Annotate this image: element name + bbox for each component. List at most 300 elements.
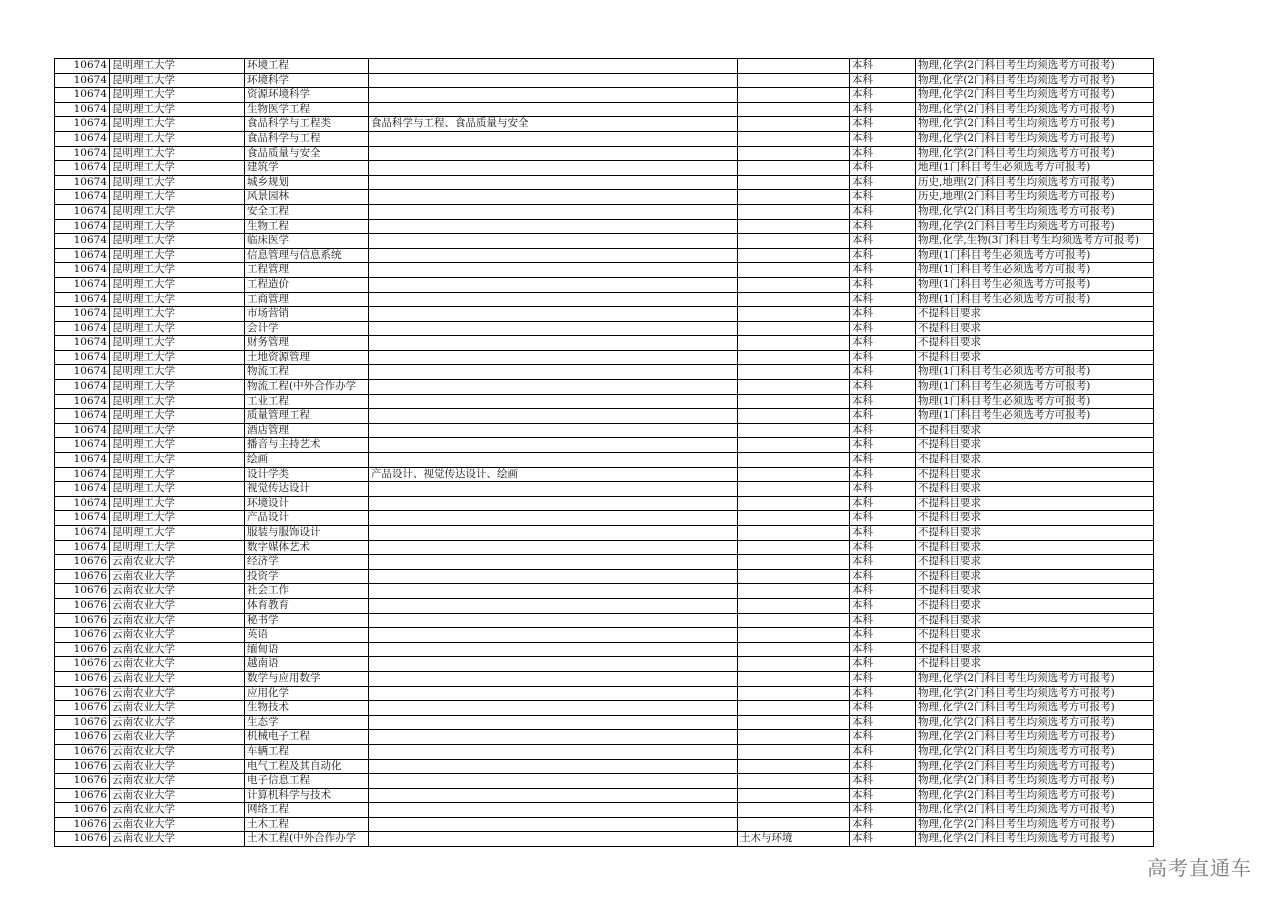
- school-name-cell: 昆明理工大学: [110, 131, 245, 146]
- table-row: [55, 234, 1154, 249]
- table-row: [55, 715, 1154, 730]
- included-majors-cell: [369, 380, 738, 395]
- subject-requirement-cell: 不提科目要求: [916, 467, 1154, 482]
- school-code-cell: 10676: [55, 642, 110, 657]
- school-name-cell: 昆明理工大学: [110, 263, 245, 278]
- table-row: [55, 628, 1154, 643]
- school-name-cell: 昆明理工大学: [110, 467, 245, 482]
- subject-requirement-cell: 不提科目要求: [916, 642, 1154, 657]
- school-name-cell: 昆明理工大学: [110, 321, 245, 336]
- school-name-cell: 昆明理工大学: [110, 409, 245, 424]
- included-majors-cell: [369, 292, 738, 307]
- level-cell: 本科: [850, 219, 916, 234]
- included-majors-cell: [369, 175, 738, 190]
- table-row: [55, 467, 1154, 482]
- level-cell: 本科: [850, 774, 916, 789]
- major-name-cell: 生物技术: [245, 701, 369, 716]
- school-name-cell: 云南农业大学: [110, 671, 245, 686]
- included-majors-cell: [369, 569, 738, 584]
- major-group-cell: [738, 277, 850, 292]
- major-group-cell: [738, 394, 850, 409]
- included-majors-cell: [369, 774, 738, 789]
- major-name-cell: 风景园林: [245, 190, 369, 205]
- included-majors-cell: [369, 584, 738, 599]
- major-name-cell: 环境科学: [245, 73, 369, 88]
- table-row: [55, 569, 1154, 584]
- major-group-cell: [738, 321, 850, 336]
- school-code-cell: 10676: [55, 671, 110, 686]
- table-row: [55, 190, 1154, 205]
- table-row: [55, 380, 1154, 395]
- major-name-cell: 网络工程: [245, 803, 369, 818]
- table-row: [55, 803, 1154, 818]
- subject-requirement-cell: 物理,化学(2门科目考生均须选考方可报考): [916, 774, 1154, 789]
- school-code-cell: 10674: [55, 526, 110, 541]
- school-name-cell: 昆明理工大学: [110, 511, 245, 526]
- subject-requirement-cell: 历史,地理(2门科目考生均须选考方可报考): [916, 190, 1154, 205]
- major-name-cell: 生物医学工程: [245, 102, 369, 117]
- subject-requirement-cell: 物理,化学(2门科目考生均须选考方可报考): [916, 219, 1154, 234]
- level-cell: 本科: [850, 277, 916, 292]
- subject-requirement-cell: 物理(1门科目考生必须选考方可报考): [916, 380, 1154, 395]
- level-cell: 本科: [850, 190, 916, 205]
- included-majors-cell: [369, 526, 738, 541]
- school-code-cell: 10674: [55, 175, 110, 190]
- subject-requirement-cell: 不提科目要求: [916, 453, 1154, 468]
- level-cell: 本科: [850, 482, 916, 497]
- included-majors-cell: [369, 453, 738, 468]
- included-majors-cell: [369, 540, 738, 555]
- level-cell: 本科: [850, 555, 916, 570]
- level-cell: 本科: [850, 73, 916, 88]
- subject-requirement-cell: 物理,化学(2门科目考生均须选考方可报考): [916, 715, 1154, 730]
- major-group-cell: [738, 686, 850, 701]
- included-majors-cell: [369, 423, 738, 438]
- table-row: [55, 292, 1154, 307]
- level-cell: 本科: [850, 263, 916, 278]
- subject-requirement-cell: 不提科目要求: [916, 657, 1154, 672]
- table-row: [55, 496, 1154, 511]
- level-cell: 本科: [850, 642, 916, 657]
- level-cell: 本科: [850, 234, 916, 249]
- table-row: [55, 759, 1154, 774]
- level-cell: 本科: [850, 730, 916, 745]
- subject-requirement-cell: 物理,化学(2门科目考生均须选考方可报考): [916, 204, 1154, 219]
- subject-requirement-cell: 物理,化学(2门科目考生均须选考方可报考): [916, 59, 1154, 74]
- major-name-cell: 车辆工程: [245, 744, 369, 759]
- school-code-cell: 10674: [55, 190, 110, 205]
- subject-requirement-cell: 物理,化学(2门科目考生均须选考方可报考): [916, 102, 1154, 117]
- table-row: [55, 555, 1154, 570]
- major-name-cell: 秘书学: [245, 613, 369, 628]
- level-cell: 本科: [850, 350, 916, 365]
- school-name-cell: 云南农业大学: [110, 628, 245, 643]
- major-name-cell: 英语: [245, 628, 369, 643]
- table-row: [55, 686, 1154, 701]
- school-name-cell: 云南农业大学: [110, 613, 245, 628]
- school-code-cell: 10674: [55, 380, 110, 395]
- major-group-cell: [738, 263, 850, 278]
- table-row: [55, 88, 1154, 103]
- major-name-cell: 食品质量与安全: [245, 146, 369, 161]
- school-code-cell: 10674: [55, 423, 110, 438]
- table-row: [55, 598, 1154, 613]
- school-code-cell: 10674: [55, 219, 110, 234]
- major-name-cell: 物流工程: [245, 365, 369, 380]
- major-group-cell: [738, 701, 850, 716]
- school-name-cell: 昆明理工大学: [110, 102, 245, 117]
- included-majors-cell: [369, 365, 738, 380]
- school-name-cell: 云南农业大学: [110, 555, 245, 570]
- major-group-cell: [738, 774, 850, 789]
- major-group-cell: [738, 117, 850, 132]
- subject-requirement-cell: 物理(1门科目考生必须选考方可报考): [916, 409, 1154, 424]
- school-code-cell: 10674: [55, 409, 110, 424]
- table-row: [55, 482, 1154, 497]
- major-group-cell: [738, 336, 850, 351]
- school-name-cell: 云南农业大学: [110, 803, 245, 818]
- table-row: [55, 788, 1154, 803]
- school-name-cell: 昆明理工大学: [110, 365, 245, 380]
- table-row: [55, 394, 1154, 409]
- major-name-cell: 酒店管理: [245, 423, 369, 438]
- level-cell: 本科: [850, 102, 916, 117]
- table-row: [55, 117, 1154, 132]
- school-code-cell: 10674: [55, 248, 110, 263]
- school-code-cell: 10674: [55, 263, 110, 278]
- school-code-cell: 10674: [55, 496, 110, 511]
- school-code-cell: 10674: [55, 277, 110, 292]
- school-code-cell: 10676: [55, 759, 110, 774]
- major-group-cell: 土木与环境: [738, 832, 850, 847]
- school-code-cell: 10674: [55, 467, 110, 482]
- school-name-cell: 昆明理工大学: [110, 307, 245, 322]
- included-majors-cell: [369, 321, 738, 336]
- school-code-cell: 10674: [55, 292, 110, 307]
- subject-requirement-cell: 不提科目要求: [916, 569, 1154, 584]
- included-majors-cell: [369, 657, 738, 672]
- table-row: [55, 438, 1154, 453]
- school-name-cell: 云南农业大学: [110, 715, 245, 730]
- level-cell: 本科: [850, 365, 916, 380]
- school-code-cell: 10676: [55, 628, 110, 643]
- included-majors-cell: [369, 131, 738, 146]
- major-group-cell: [738, 88, 850, 103]
- table-row: [55, 131, 1154, 146]
- subject-requirement-cell: 不提科目要求: [916, 496, 1154, 511]
- school-name-cell: 昆明理工大学: [110, 423, 245, 438]
- level-cell: 本科: [850, 438, 916, 453]
- level-cell: 本科: [850, 744, 916, 759]
- included-majors-cell: [369, 190, 738, 205]
- level-cell: 本科: [850, 423, 916, 438]
- major-name-cell: 工业工程: [245, 394, 369, 409]
- subject-requirement-cell: 物理,化学(2门科目考生均须选考方可报考): [916, 759, 1154, 774]
- major-group-cell: [738, 744, 850, 759]
- major-name-cell: 播音与主持艺术: [245, 438, 369, 453]
- school-name-cell: 云南农业大学: [110, 642, 245, 657]
- level-cell: 本科: [850, 759, 916, 774]
- school-code-cell: 10676: [55, 817, 110, 832]
- major-group-cell: [738, 175, 850, 190]
- table-row: [55, 817, 1154, 832]
- subject-requirement-cell: 不提科目要求: [916, 584, 1154, 599]
- table-row: [55, 161, 1154, 176]
- school-code-cell: 10674: [55, 146, 110, 161]
- table-row: [55, 321, 1154, 336]
- major-group-cell: [738, 788, 850, 803]
- major-name-cell: 食品科学与工程: [245, 131, 369, 146]
- major-group-cell: [738, 628, 850, 643]
- table-row: [55, 307, 1154, 322]
- major-name-cell: 资源环境科学: [245, 88, 369, 103]
- included-majors-cell: [369, 803, 738, 818]
- major-name-cell: 质量管理工程: [245, 409, 369, 424]
- table-row: [55, 175, 1154, 190]
- level-cell: 本科: [850, 526, 916, 541]
- subject-requirement-cell: 不提科目要求: [916, 438, 1154, 453]
- table-row: [55, 671, 1154, 686]
- school-name-cell: 昆明理工大学: [110, 59, 245, 74]
- included-majors-cell: [369, 671, 738, 686]
- table-row: [55, 832, 1154, 847]
- school-name-cell: 昆明理工大学: [110, 482, 245, 497]
- major-group-cell: [738, 803, 850, 818]
- included-majors-cell: [369, 409, 738, 424]
- major-group-cell: [738, 526, 850, 541]
- major-name-cell: 土木工程(中外合作办学: [245, 832, 369, 847]
- included-majors-cell: [369, 759, 738, 774]
- table-row: [55, 744, 1154, 759]
- school-code-cell: 10674: [55, 365, 110, 380]
- subject-requirement-cell: 不提科目要求: [916, 307, 1154, 322]
- table-row: [55, 219, 1154, 234]
- major-group-cell: [738, 59, 850, 74]
- table-row: [55, 73, 1154, 88]
- subject-requirement-cell: 物理(1门科目考生必须选考方可报考): [916, 248, 1154, 263]
- level-cell: 本科: [850, 409, 916, 424]
- subject-requirement-cell: 物理,化学(2门科目考生均须选考方可报考): [916, 88, 1154, 103]
- major-group-cell: [738, 438, 850, 453]
- major-group-cell: [738, 467, 850, 482]
- subject-requirement-cell: 物理,化学(2门科目考生均须选考方可报考): [916, 730, 1154, 745]
- school-code-cell: 10674: [55, 321, 110, 336]
- included-majors-cell: [369, 219, 738, 234]
- major-group-cell: [738, 146, 850, 161]
- school-name-cell: 云南农业大学: [110, 744, 245, 759]
- subject-requirement-cell: 物理,化学(2门科目考生均须选考方可报考): [916, 131, 1154, 146]
- school-name-cell: 昆明理工大学: [110, 394, 245, 409]
- school-code-cell: 10674: [55, 511, 110, 526]
- table-row: [55, 277, 1154, 292]
- level-cell: 本科: [850, 248, 916, 263]
- major-name-cell: 食品科学与工程类: [245, 117, 369, 132]
- level-cell: 本科: [850, 671, 916, 686]
- school-code-cell: 10676: [55, 555, 110, 570]
- school-name-cell: 云南农业大学: [110, 759, 245, 774]
- school-code-cell: 10676: [55, 569, 110, 584]
- included-majors-cell: [369, 248, 738, 263]
- included-majors-cell: [369, 817, 738, 832]
- subject-requirement-cell: 不提科目要求: [916, 555, 1154, 570]
- included-majors-cell: [369, 336, 738, 351]
- table-row: [55, 263, 1154, 278]
- included-majors-cell: [369, 511, 738, 526]
- subject-requirement-cell: 不提科目要求: [916, 423, 1154, 438]
- level-cell: 本科: [850, 453, 916, 468]
- major-group-cell: [738, 190, 850, 205]
- table-row: [55, 584, 1154, 599]
- major-group-cell: [738, 248, 850, 263]
- level-cell: 本科: [850, 175, 916, 190]
- level-cell: 本科: [850, 715, 916, 730]
- level-cell: 本科: [850, 307, 916, 322]
- level-cell: 本科: [850, 146, 916, 161]
- level-cell: 本科: [850, 832, 916, 847]
- major-name-cell: 产品设计: [245, 511, 369, 526]
- table-row: [55, 540, 1154, 555]
- included-majors-cell: [369, 59, 738, 74]
- admission-requirements-table: [54, 58, 1154, 847]
- major-group-cell: [738, 511, 850, 526]
- level-cell: 本科: [850, 788, 916, 803]
- school-code-cell: 10676: [55, 788, 110, 803]
- level-cell: 本科: [850, 540, 916, 555]
- major-group-cell: [738, 423, 850, 438]
- school-name-cell: 昆明理工大学: [110, 161, 245, 176]
- major-group-cell: [738, 365, 850, 380]
- level-cell: 本科: [850, 496, 916, 511]
- school-name-cell: 云南农业大学: [110, 788, 245, 803]
- school-code-cell: 10674: [55, 204, 110, 219]
- level-cell: 本科: [850, 628, 916, 643]
- included-majors-cell: [369, 496, 738, 511]
- table-row: [55, 657, 1154, 672]
- school-code-cell: 10676: [55, 730, 110, 745]
- major-name-cell: 生态学: [245, 715, 369, 730]
- table-body: [55, 59, 1154, 847]
- school-name-cell: 昆明理工大学: [110, 190, 245, 205]
- level-cell: 本科: [850, 131, 916, 146]
- school-code-cell: 10674: [55, 161, 110, 176]
- school-code-cell: 10676: [55, 701, 110, 716]
- included-majors-cell: [369, 88, 738, 103]
- school-name-cell: 昆明理工大学: [110, 336, 245, 351]
- subject-requirement-cell: 物理(1门科目考生必须选考方可报考): [916, 394, 1154, 409]
- level-cell: 本科: [850, 701, 916, 716]
- major-group-cell: [738, 409, 850, 424]
- table-row: [55, 409, 1154, 424]
- major-name-cell: 市场营销: [245, 307, 369, 322]
- level-cell: 本科: [850, 511, 916, 526]
- subject-requirement-cell: 不提科目要求: [916, 482, 1154, 497]
- school-name-cell: 昆明理工大学: [110, 117, 245, 132]
- school-name-cell: 云南农业大学: [110, 569, 245, 584]
- level-cell: 本科: [850, 613, 916, 628]
- subject-requirement-cell: 物理,化学,生物(3门科目考生均须选考方可报考): [916, 234, 1154, 249]
- level-cell: 本科: [850, 380, 916, 395]
- major-group-cell: [738, 453, 850, 468]
- school-name-cell: 云南农业大学: [110, 657, 245, 672]
- subject-requirement-cell: 物理,化学(2门科目考生均须选考方可报考): [916, 788, 1154, 803]
- school-name-cell: 昆明理工大学: [110, 453, 245, 468]
- major-name-cell: 数字媒体艺术: [245, 540, 369, 555]
- table-row: [55, 204, 1154, 219]
- school-name-cell: 昆明理工大学: [110, 526, 245, 541]
- major-name-cell: 会计学: [245, 321, 369, 336]
- subject-requirement-cell: 物理(1门科目考生必须选考方可报考): [916, 263, 1154, 278]
- included-majors-cell: [369, 102, 738, 117]
- major-name-cell: 安全工程: [245, 204, 369, 219]
- major-name-cell: 环境设计: [245, 496, 369, 511]
- major-group-cell: [738, 161, 850, 176]
- included-majors-cell: [369, 730, 738, 745]
- major-name-cell: 物流工程(中外合作办学: [245, 380, 369, 395]
- level-cell: 本科: [850, 584, 916, 599]
- subject-requirement-cell: 物理,化学(2门科目考生均须选考方可报考): [916, 73, 1154, 88]
- major-group-cell: [738, 380, 850, 395]
- major-name-cell: 临床医学: [245, 234, 369, 249]
- level-cell: 本科: [850, 321, 916, 336]
- school-code-cell: 10676: [55, 832, 110, 847]
- major-group-cell: [738, 496, 850, 511]
- table-row: [55, 146, 1154, 161]
- major-name-cell: 环境工程: [245, 59, 369, 74]
- school-name-cell: 昆明理工大学: [110, 277, 245, 292]
- included-majors-cell: [369, 438, 738, 453]
- included-majors-cell: [369, 482, 738, 497]
- school-code-cell: 10676: [55, 715, 110, 730]
- major-group-cell: [738, 73, 850, 88]
- major-group-cell: [738, 598, 850, 613]
- major-group-cell: [738, 613, 850, 628]
- table-row: [55, 642, 1154, 657]
- school-name-cell: 昆明理工大学: [110, 146, 245, 161]
- major-group-cell: [738, 219, 850, 234]
- school-code-cell: 10676: [55, 657, 110, 672]
- school-name-cell: 昆明理工大学: [110, 292, 245, 307]
- subject-requirement-cell: 物理,化学(2门科目考生均须选考方可报考): [916, 744, 1154, 759]
- subject-requirement-cell: 物理,化学(2门科目考生均须选考方可报考): [916, 117, 1154, 132]
- level-cell: 本科: [850, 817, 916, 832]
- level-cell: 本科: [850, 336, 916, 351]
- major-group-cell: [738, 350, 850, 365]
- school-name-cell: 云南农业大学: [110, 598, 245, 613]
- included-majors-cell: [369, 350, 738, 365]
- major-group-cell: [738, 671, 850, 686]
- major-name-cell: 生物工程: [245, 219, 369, 234]
- major-name-cell: 工商管理: [245, 292, 369, 307]
- subject-requirement-cell: 物理,化学(2门科目考生均须选考方可报考): [916, 832, 1154, 847]
- school-name-cell: 云南农业大学: [110, 701, 245, 716]
- subject-requirement-cell: 不提科目要求: [916, 628, 1154, 643]
- school-code-cell: 10676: [55, 584, 110, 599]
- school-name-cell: 昆明理工大学: [110, 438, 245, 453]
- level-cell: 本科: [850, 657, 916, 672]
- school-code-cell: 10676: [55, 598, 110, 613]
- major-group-cell: [738, 131, 850, 146]
- school-name-cell: 昆明理工大学: [110, 204, 245, 219]
- included-majors-cell: [369, 161, 738, 176]
- table-row: [55, 102, 1154, 117]
- included-majors-cell: [369, 204, 738, 219]
- school-code-cell: 10676: [55, 774, 110, 789]
- included-majors-cell: 产品设计、视觉传达设计、绘画: [369, 467, 738, 482]
- table-row: [55, 336, 1154, 351]
- subject-requirement-cell: 物理(1门科目考生必须选考方可报考): [916, 365, 1154, 380]
- major-name-cell: 财务管理: [245, 336, 369, 351]
- major-group-cell: [738, 817, 850, 832]
